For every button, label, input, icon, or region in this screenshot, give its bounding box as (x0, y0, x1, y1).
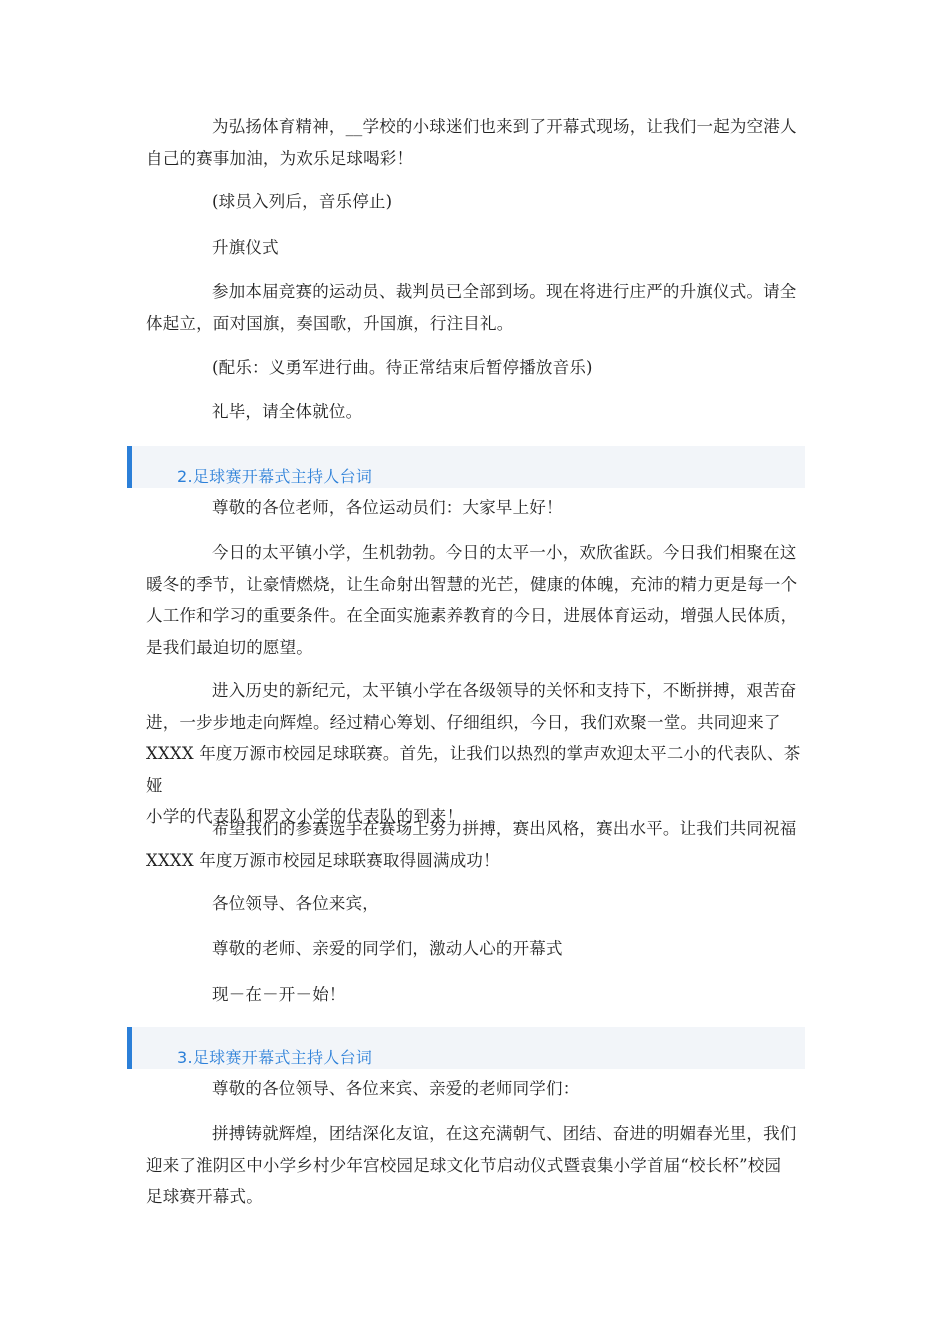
text-line: 小学的代表队和罗文小学的代表队的到来！ (146, 807, 464, 826)
paragraph (146, 1118, 806, 1213)
paragraph (146, 813, 806, 876)
text-line: 为弘扬体育精神，__学校的小球迷们也来到了开幕式现场，让我们一起为空港人 (212, 117, 797, 136)
paragraph: 尊敬的老师、亲爱的同学们，激动人心的开幕式 (212, 939, 563, 958)
text-line: 希望我们的参赛选手在赛场上努力拼搏，赛出风格，赛出水平。让我们共同祝福 (212, 819, 797, 838)
paragraph: 尊敬的各位老师，各位运动员们：大家早上好！ (212, 498, 563, 517)
text-line: 拼搏铸就辉煌，团结深化友谊，在这充满朝气、团结、奋进的明媚春光里，我们 (212, 1124, 797, 1143)
paragraph (146, 675, 806, 833)
text-line: 迎来了淮阴区中小学乡村少年宫校园足球文化节启动仪式暨袁集小学首届“校长杯”校园 (146, 1155, 782, 1175)
section-heading (127, 446, 805, 488)
paragraph (146, 537, 806, 663)
text-line: 今日的太平镇小学，生机勃勃。今日的太平一小，欢欣雀跃。今日我们相聚在这 (212, 543, 797, 562)
paragraph: 尊敬的各位领导、各位来宾、亲爱的老师同学们： (212, 1079, 580, 1098)
text-line: 人工作和学习的重要条件。在全面实施素养教育的今日，进展体育运动，增强人民体质， (146, 606, 798, 625)
text-line: 体起立，面对国旗，奏国歌，升国旗，行注目礼。 (146, 313, 514, 333)
text-line: 进入历史的新纪元，太平镇小学在各级领导的关怀和支持下，不断拼搏，艰苦奋 (212, 681, 797, 700)
text-line: 自己的赛事加油，为欢乐足球喝彩！ (146, 148, 414, 168)
heading-text: 2.足球赛开幕式主持人台词 (177, 467, 373, 486)
text-line: 进，一步步地走向辉煌。经过精心筹划、仔细组织，今日，我们欢聚一堂。共同迎来了 (146, 712, 781, 732)
heading-accent-bar (127, 446, 132, 488)
paragraph (146, 111, 806, 174)
text-line: 暖冬的季节，让豪情燃烧，让生命射出智慧的光芒，健康的体魄，充沛的精力更是每一个 (146, 574, 798, 594)
text-line: XXXX 年度万源市校园足球联赛取得圆满成功！ (146, 850, 500, 870)
paragraph: 升旗仪式 (212, 238, 279, 257)
section-heading (127, 1027, 805, 1069)
paragraph: (球员入列后，音乐停止) (212, 192, 393, 211)
paragraph: (配乐：义勇军进行曲。待正常结束后暂停播放音乐) (212, 358, 593, 377)
text-line: XXXX 年度万源市校园足球联赛。首先，让我们以热烈的掌声欢迎太平二小的代表队、茶娅 (146, 744, 801, 795)
paragraph: 现－在－开－始！ (212, 985, 346, 1004)
heading-accent-bar (127, 1027, 132, 1069)
heading-text: 3.足球赛开幕式主持人台词 (177, 1048, 373, 1067)
paragraph (146, 276, 806, 339)
text-line: 是我们最迫切的愿望。 (146, 637, 313, 657)
text-line: 参加本届竞赛的运动员、裁判员已全部到场。现在将进行庄严的升旗仪式。请全 (212, 282, 797, 301)
paragraph: 各位领导、各位来宾， (212, 894, 379, 913)
paragraph: 礼毕，请全体就位。 (212, 402, 363, 421)
text-line: 足球赛开幕式。 (146, 1187, 263, 1206)
